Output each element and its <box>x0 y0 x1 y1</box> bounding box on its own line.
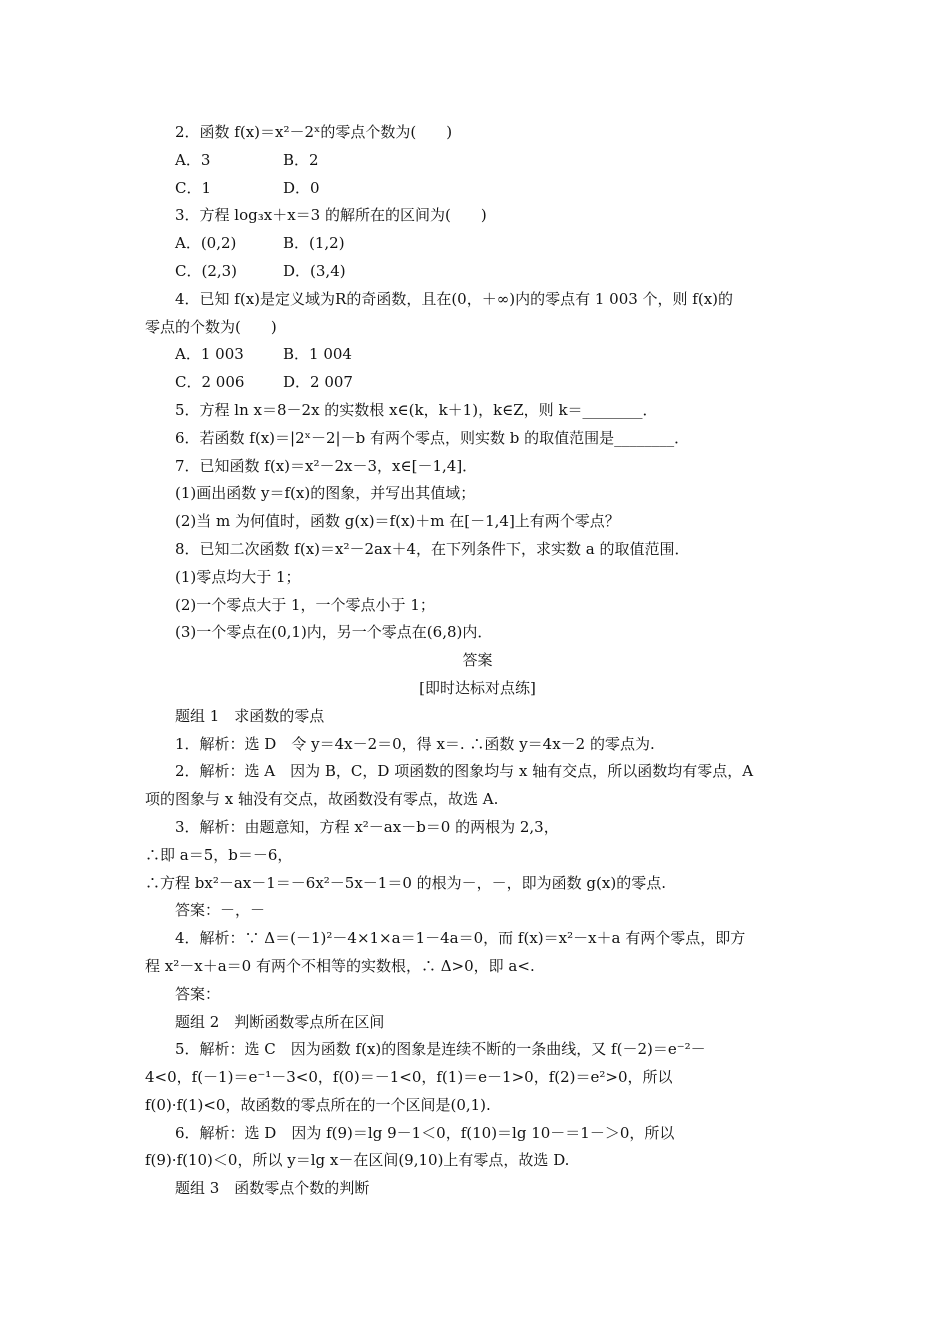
group-3-heading: 题组 3 函数零点个数的判断 <box>175 1179 370 1198</box>
question-4-stem-line-2: 零点的个数为( ) <box>145 317 277 336</box>
option-a: A．3 <box>175 150 211 169</box>
answer-1: 1．解析：选 D 令 y＝4x－2＝0，得 x＝. ∴函数 y＝4x－2 的零点为. <box>175 734 655 753</box>
answer-6-line-2: f(9)·f(10)＜0，所以 y＝lg x－在区间(9,10)上有零点，故选 D. <box>145 1151 570 1170</box>
question-2-stem: 2．函数 f(x)＝x²－2ˣ的零点个数为( ) <box>175 123 453 141</box>
answers-heading: 答案 <box>462 651 493 670</box>
answer-3-line-2: ∴即 a＝5，b＝－6， <box>145 845 293 864</box>
question-4-options-row-1 <box>145 341 810 369</box>
group-2-heading: 题组 2 判断函数零点所在区间 <box>175 1012 385 1031</box>
question-2-options-row-2 <box>145 175 810 203</box>
answer-6-line-1: 6．解析：选 D 因为 f(9)＝lg 9－1＜0，f(10)＝lg 10－＝1－＞0，所以 <box>175 1123 675 1142</box>
question-6: 6．若函数 f(x)＝|2ˣ－2|－b 有两个零点，则实数 b 的取值范围是________． <box>175 428 690 447</box>
option-d: D．2 007 <box>283 373 353 392</box>
question-8-part-3: (3)一个零点在(0,1)内，另一个零点在(6,8)内． <box>175 623 493 642</box>
answer-3-line-1: 3．解析：由题意知，方程 x²－ax－b＝0 的两根为 2,3， <box>175 817 559 836</box>
question-4-options-row-2 <box>145 369 810 397</box>
option-d: D．(3,4) <box>283 261 346 280</box>
option-b: B．1 004 <box>283 345 352 364</box>
option-b: B．(1,2) <box>283 234 345 253</box>
question-8-stem: 8．已知二次函数 f(x)＝x²－2ax＋4，在下列条件下，求实数 a 的取值范围． <box>175 539 690 558</box>
option-c: C．2 006 <box>175 373 245 392</box>
document-content <box>145 119 810 1203</box>
answer-5-line-1: 5．解析：选 C 因为函数 f(x)的图象是连续不断的一条曲线，又 f(－2)＝e⁻²－ <box>175 1040 706 1059</box>
question-5: 5．方程 ln x＝8－2x 的实数根 x∈(k，k＋1)，k∈Z，则 k＝________． <box>175 400 658 419</box>
option-a: A．(0,2) <box>175 234 237 253</box>
question-7-part-2: (2)当 m 为何值时，函数 g(x)＝f(x)＋m 在[－1,4]上有两个零点？ <box>175 512 620 531</box>
option-c: C．1 <box>175 178 212 197</box>
option-d: D．0 <box>283 178 320 197</box>
answer-4-result: 答案： <box>175 984 221 1003</box>
question-3-stem: 3．方程 log₃x＋x＝3 的解所在的区间为( ) <box>175 206 487 225</box>
option-b: B．2 <box>283 150 319 169</box>
option-c: C．(2,3) <box>175 261 238 280</box>
question-8-part-2: (2)一个零点大于 1，一个零点小于 1； <box>175 595 435 614</box>
question-2-options-row-1 <box>145 147 810 175</box>
question-7-part-1: (1)画出函数 y＝f(x)的图象，并写出其值域； <box>175 484 476 503</box>
answer-5-line-2: 4<0，f(－1)＝e⁻¹－3<0，f(0)＝－1<0，f(1)＝e－1>0，f(2)＝e²>0，所以 <box>145 1068 673 1087</box>
question-3-options-row-1 <box>145 230 810 258</box>
question-4-stem-line-1: 4．已知 f(x)是定义域为R的奇函数，且在(0，＋∞)内的零点有 1 003 个，则 f(x)的 <box>175 289 734 308</box>
answer-4-line-1: 4．解析：∵ Δ＝(－1)²－4×1×a＝1－4a＝0，而 f(x)＝x²－x＋a 有两个零点，即方 <box>175 929 746 948</box>
question-8-part-1: (1)零点均大于 1； <box>175 567 301 586</box>
option-a: A．1 003 <box>175 345 244 364</box>
answer-5-line-3: f(0)·f(1)<0，故函数的零点所在的一个区间是(0,1). <box>145 1095 491 1114</box>
answer-4-line-2: 程 x²－x＋a＝0 有两个不相等的实数根，∴ Δ>0，即 a<. <box>145 956 535 975</box>
question-7-stem: 7．已知函数 f(x)＝x²－2x－3，x∈[－1,4]． <box>175 456 478 475</box>
answer-3-result: 答案：－，－ <box>175 901 266 920</box>
answer-2-line-1: 2．解析：选 A 因为 B，C，D 项函数的图象均与 x 轴有交点，所以函数均有零点，A <box>175 762 754 781</box>
answer-3-line-3: ∴方程 bx²－ax－1＝－6x²－5x－1＝0 的根为－，－，即为函数 g(x)的零点. <box>145 873 666 892</box>
group-1-heading: 题组 1 求函数的零点 <box>175 706 325 725</box>
question-3-options-row-2 <box>145 258 810 286</box>
answers-subheading: [即时达标对点练] <box>419 678 536 697</box>
answer-2-line-2: 项的图象与 x 轴没有交点，故函数没有零点，故选 A. <box>145 790 499 809</box>
